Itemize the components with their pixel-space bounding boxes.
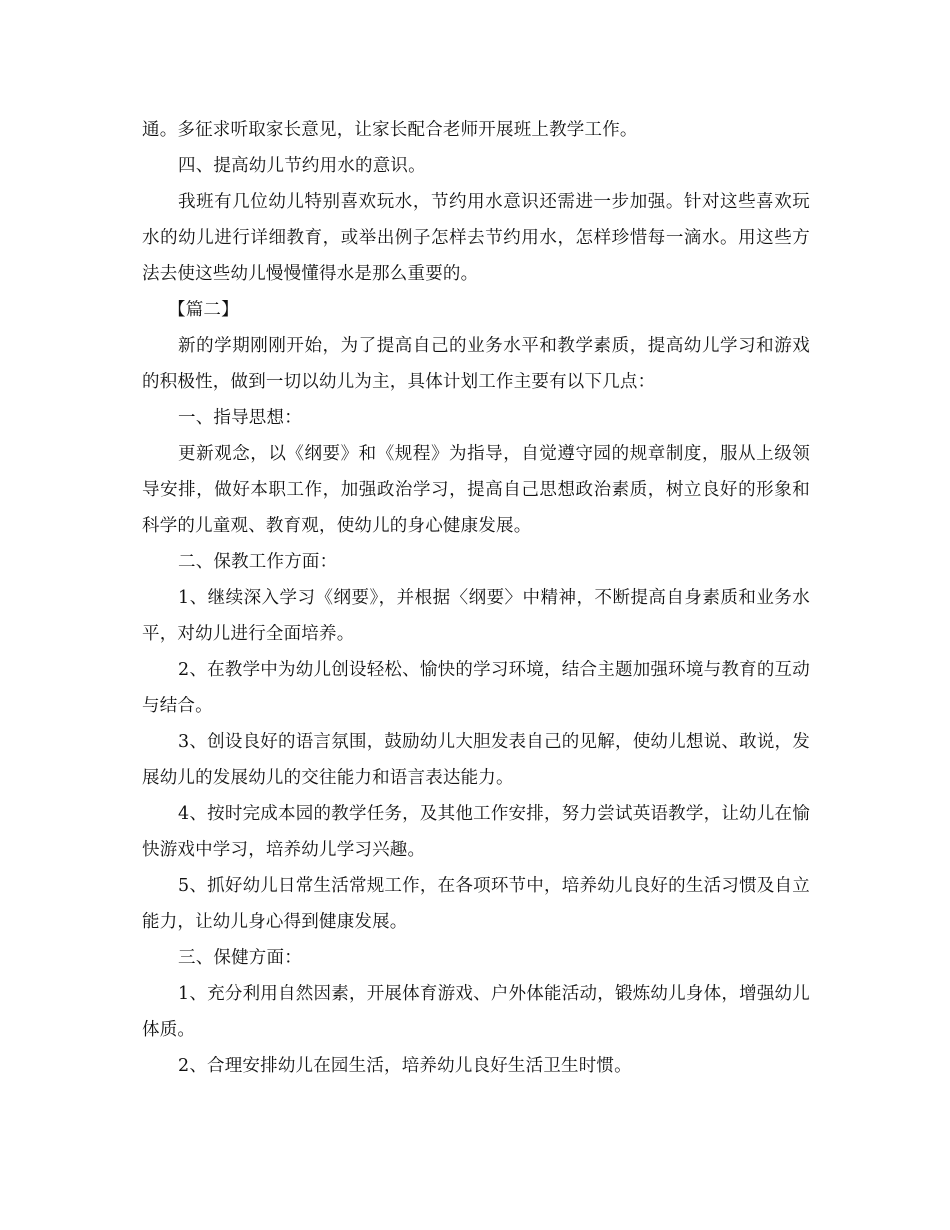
list-item-health-2: 2、合理安排幼儿在园生活，培养幼儿良好生活卫生时惯。 — [178, 1056, 632, 1076]
section-heading-guiding-thought: 一、指导思想： — [178, 408, 302, 428]
section-heading-water-saving: 四、提高幼儿节约用水的意识。 — [178, 156, 426, 176]
paragraph-intro: 新的学期刚刚开始，为了提高自己的业务水平和教学素质，提高幼儿学习和游戏的积极性，做到一切以幼儿为主，具体计划工作主要有以下几点： — [142, 336, 810, 392]
paragraph-continuation: 通。多征求听取家长意见，让家长配合老师开展班上教学工作。 — [142, 120, 638, 140]
paragraph-water-saving: 我班有几位幼儿特别喜欢玩水，节约用水意识还需进一步加强。针对这些喜欢玩水的幼儿进行详细教育，或举出例子怎样去节约用水，怎样珍惜每一滴水。用这些方法去使这些幼儿慢慢懂得水是那么重要的。 — [142, 192, 810, 284]
list-item-care-5: 5、抓好幼儿日常生活常规工作，在各项环节中，培养幼儿良好的生活习惯及自立能力，让幼儿身心得到健康发展。 — [142, 876, 810, 932]
section-heading-care-education: 二、保教工作方面： — [178, 552, 338, 572]
list-item-health-1: 1、充分利用自然因素，开展体育游戏、户外体能活动，锻炼幼儿身体，增强幼儿体质。 — [142, 984, 810, 1040]
paragraph-guiding-thought: 更新观念，以《纲要》和《规程》为指导，自觉遵守园的规章制度，服从上级领导安排，做好本职工作，加强政治学习，提高自己思想政治素质，树立良好的形象和科学的儿童观、教育观，使幼儿的身心健康发展。 — [142, 444, 810, 536]
list-item-care-3: 3、创设良好的语言氛围，鼓励幼儿大胆发表自己的见解，使幼儿想说、敢说，发展幼儿的发展幼儿的交往能力和语言表达能力。 — [142, 732, 810, 788]
chapter-heading-pian-er: 【篇二】 — [168, 300, 239, 320]
list-item-care-4: 4、按时完成本园的教学任务，及其他工作安排，努力尝试英语教学，让幼儿在愉快游戏中学习，培养幼儿学习兴趣。 — [142, 804, 810, 860]
list-item-care-2: 2、在教学中为幼儿创设轻松、愉快的学习环境，结合主题加强环境与教育的互动与结合。 — [142, 660, 810, 716]
list-item-care-1: 1、继续深入学习《纲要》，并根据〈纲要〉中精神，不断提高自身素质和业务水平，对幼儿进行全面培养。 — [142, 588, 810, 644]
section-heading-health: 三、保健方面： — [178, 948, 302, 968]
